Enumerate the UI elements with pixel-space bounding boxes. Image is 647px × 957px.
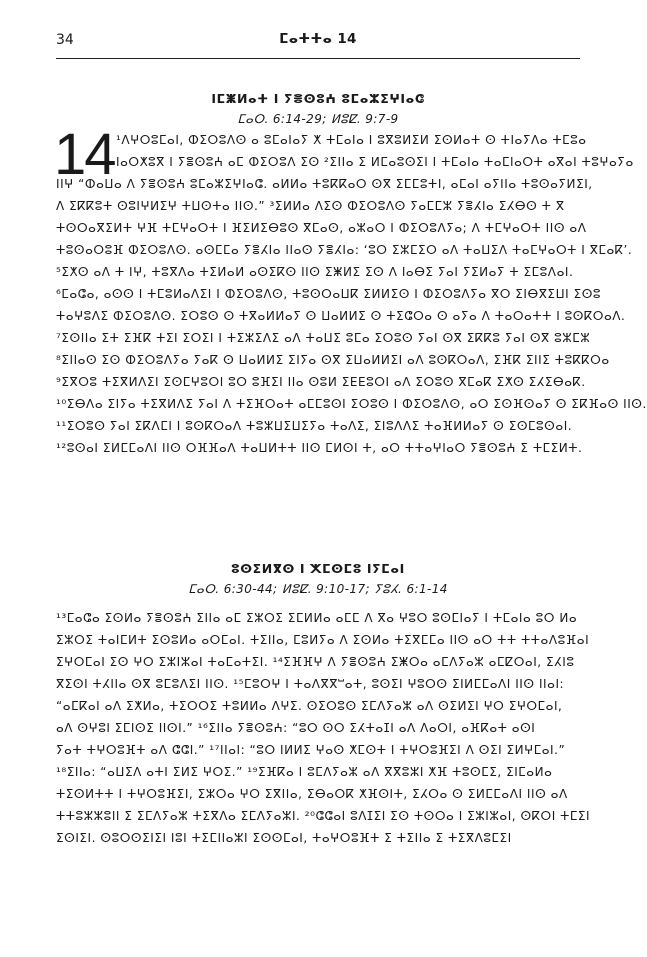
verse-line: ⵉⵣⵔⵉ ⵜⴰⵏⵎⵍⵜ ⵉⵙⵓⵍⴰ ⴰⵔⵎⴰⵏ. ⵜⵉⵏⵏⴰ, ⵎⵓⵍⵢⴰ ⴷ ⵉⵙⵍⴰ ⵜⵉⴳⵎⵎⴰ ⵏⵏⵙ ⴰⵔ ⵜⵜ ⵜⵜⴰⴷⵓⴼⴰⵏ xyxy=(56,633,590,647)
verse-line: ¹³ⵎⴰⵛⴰ ⵉⵙⵍⴰ ⵢⴻⵙⵓⵄ ⵉⵏⵏⴰ ⴰⵎ ⵉⵣⵔⵉ ⵉⵎⵍⵍⴰ ⴰⵎⵎ ⴷ ⴳⴰ ⵖⵓⵔ ⵓⵙⵎⵏⴰⵢ ⵏ ⵜⵎⴰⵏⴰ ⵓⵔ ⵍⴰ xyxy=(56,611,578,625)
verse-line: ⁵ⵉⵅⵙ ⴰⴷ ⵜ ⵏⵖ, ⵜⵓⴳⴷⴰ ⵜⵉⵍⴰⵍ ⴰⵙⵉⴽⵙ ⵏⵏⵙ ⵉⵥⵍⵉ ⵉⵙ ⴷ ⵏⴰⴱⵉ ⵢⴰⵏ ⵢⵉⵍⴰⵢ ⵜ ⵉⵎⵓⴷⴰⵏ. xyxy=(56,265,574,279)
section-heading: ⵏⵎⵥⵍⴰⵜ ⵏ ⵢⴻⵙⵓⵄ ⵓⵎⴰⵣⵉⵖⵏⴰⵛ xyxy=(211,91,425,106)
section-reference: ⵎⴰⵔ. 6:30-44; ⵍⵓⵇ. 9:10-17; ⵢⵓⵃ. 6:1-14 xyxy=(188,582,448,596)
verse-line: ⴳⵉⵙⵏ ⵜⵃⵏⵏⴰ ⵙⴳ ⵓⵎⵓⴷⵉⵏ ⵏⵏⵙ. ¹⁵ⵎⵓⵔⵖ ⵏ ⵜⴰⴷⴳⴳⵯⴰⵜ, ⵓⵙⵉⵏ ⵖⵓⵔⵙ ⵉⵏⵍⵎⵎⴰⴷⵏ ⵏⵏⵙ ⵏⵏⴰⵏ: xyxy=(56,677,565,691)
verse-line: ⵜⵜⵓⵣⵣⵓⵏⵏ ⵉ ⵉⵎⴷⵢⴰⵣ ⵜⵉⴳⴷⴰ ⵉⵎⴷⵢⴰⵣⵏ. ²⁰ⵛⵛⴰⵏ ⵓⴷⵊⵉⵏ ⵉⵙ ⵜⵙⵔⴰ ⵏ ⵉⵣⵏⵣⴰⵏ, ⵙⴽⵔⵏ ⵜⵎⵉⵏ xyxy=(56,809,591,823)
verse-line: ⵜⵙⵔⴰⴳⵉⵍⵜ ⵖⴼ ⵜⵎⵖⴰⵔⵜ ⵏ ⴼⵉⵍⵉⴱⵓⵙ ⴳⵎⴰⵙ, ⴰⵣⴰⵔ ⵏ ⵀⵉⵔⵓⴷⵢⴰ; ⴷ ⵜⵎⵖⴰⵔⵜ ⵏⵏⵙ ⴰⴷ xyxy=(56,221,587,235)
verse-line: ⵜⵓⵙⴰⵔⵓⴼ ⵀⵉⵔⵓⴷⵙ. ⴰⵙⵎⵎⴰ ⵢⴻⵃⵏⴰ ⵏⵏⴰⵙ ⵢⴻⵃⵏⴰ: ‘ⵓⵔ ⵉⵣⵎⵉⵔ ⴰⴷ ⵜⴰⵡⵉⴷ ⵜⴰⵎⵖⴰⵔⵜ ⵏ ⴳⵎⴰⴽ’. xyxy=(56,243,633,257)
verse-line: ⴰⴷ ⵙⵖⵓⵏ ⵉⵎⵏⵙⵉ ⵏⵏⵙⵏ.” ¹⁶ⵉⵏⵏⴰ ⵢⴻⵙⵓⵄ: “ⵓⵔ ⵙⵔ ⵉⵃⵜⴰⵊⵏ ⴰⴷ ⴷⴰⵔⵏ, ⴰⴼⴽⴰⵜ ⴰⵙⵏ xyxy=(56,721,536,735)
page-header xyxy=(56,30,580,59)
verse-line: ⵜⵉⵙⵍⵜⵜ ⵏ ⵜⵖⵔⵓⴼⵉⵏ, ⵉⵣⵔⴰ ⵖⵔ ⵉⴳⵏⵏⴰ, ⵉⴱⴰⵔⴽ ⵅⴼⵙⵏⵜ, ⵉⵃⵔⴰ ⵙ ⵉⵍⵎⵎⴰⴷⵏ ⵏⵏⵙ ⴰⴷ xyxy=(56,787,568,801)
verse-line: ⁹ⵉⴳⵔⵓ ⵜⵉⴳⵍⴷⵉⵏ ⵉⵙⵎⵖⵓⵔⵏ ⵓⵔ ⵓⴼⵉⵏ ⵏⵏⴰ ⵙⵓⵍ ⵉⴹⴹⵓⵔⵏ ⴰⴷ ⵉⵔⵓⵙ ⴳⵎⴰⴽ ⵉⵅⵙ ⵉⵃⵉⴱⴰⴽ. xyxy=(56,375,586,389)
running-head-title: ⵎⴰⵜⵜⴰ 14 xyxy=(279,31,357,47)
verse-line: ¹ⴷⵖⵔⵓⵎⴰⵏ, ⵀⵉⵔⵓⴷⵙ ⴰ ⵓⵎⴰⵏⴰⵢ ⵅ ⵜⵎⴰⵏⴰ ⵏ ⵓⴳⵓⵍⵉⵍ ⵉⵙⵍⴰⵜ ⵙ ⵜⵏⴰⵢⴷⴰ ⵜⵎⵓⴰ xyxy=(116,133,587,147)
verse-line: ¹²ⵓⵙⴰⵏ ⵉⵍⵎⵎⴰⴷⵏ ⵏⵏⵙ ⵔⴼⴼⴰⴷ ⵜⴰⵡⵍⵜⵜ ⵏⵏⵙ ⵎⵍⵙⵏ ⵜ, ⴰⵔ ⵜⵜⴰⵖⵏⴰⵔ ⵢⴻⵙⵓⵄ ⵉ ⵜⵎⵉⵍⵜ. xyxy=(56,441,583,455)
page-number: 34 xyxy=(56,32,74,48)
section-reference: ⵎⴰⵔ. 6:14-29; ⵍⵓⵇ. 9:7-9 xyxy=(237,112,399,126)
chapter-number: 14 xyxy=(54,122,115,187)
verse-line: ⵢⴰⵜ ⵜⵖⵔⵓⴼⵜ ⴰⴷ ⵛⵛⵏ.” ¹⁷ⵏⵏⴰⵏ: “ⵓⵔ ⵏⵍⵍⵉ ⵖⴰⵙ ⵅⵎⵙⵜ ⵏ ⵜⵖⵔⵓⴼⵉⵏ ⴷ ⵙⵉⵏ ⵉⵍⵖⵎⴰⵏ.” xyxy=(56,743,566,757)
verse-line: “ⴰⵎⴽⴰⵏ ⴰⴷ ⵉⵅⵍⴰ, ⵜⵉⵔⵔⵉ ⵜⵓⵍⵍⴰ ⴷⵖⵉ. ⵙⵉⵔⵓⵙ ⵉⵎⴷⵢⴰⵣ ⴰⴷ ⵙⵉⵍⵉⵏ ⵖⵔ ⵉⵖⵔⵎⴰⵏ, xyxy=(56,699,563,713)
section-heading: ⵓⵙⵉⵍⴳⵙ ⵏ ⵅⵎⵙⵎⵓ ⵏⵢⵎⴰⵏ xyxy=(231,561,405,576)
verse-line: ¹⁸ⵉⵏⵏⴰ: “ⴰⵡⵉⴷ ⴰⵜⵏ ⵉⵍⵉ ⵖⵔⵉ.” ¹⁹ⵉⴼⴽⴰ ⵏ ⵓⵎⴷⵢⴰⵣ ⴰⴷ ⴳⴳⵓⵣⵏ ⵅⴼ ⵜⵓⵙⵎⵉ, ⵉⵏⵎⴰⵍⴰ xyxy=(56,765,553,779)
verse-line: ⵉⵖⵔⵎⴰⵏ ⵉⵙ ⵖⵔ ⵉⵣⵏⵣⴰⵏ ⵜⴰⵎⴰⵜⵉⵏ. ¹⁴ⵉⴼⴼⵖ ⴷ ⵢⴻⵙⵓⵄ ⵉⵥⵔⴰ ⴰⵎⴷⵢⴰⵣ ⴰⵎⵇⵔⴰⵏ, ⵉⵃⵏⵓ xyxy=(56,655,575,669)
verse-line: ⁶ⵎⴰⵛⴰ, ⴰⵙⵙ ⵏ ⵜⵎⵓⵍⴰⴷⵉⵏ ⵏ ⵀⵉⵔⵓⴷⵙ, ⵜⵓⵙⵔⴰⵡⴽ ⵉⵍⵍⵉⵙ ⵏ ⵀⵉⵔⵓⴷⵢⴰ ⴳⵔ ⵉⵏⴱⴳⵉⵡⵏ ⵉⵙⵓ xyxy=(56,287,602,301)
verse-line: ⵏⵏⵖ “ⵀⴰⵡⴰ ⴷ ⵢⴻⵙⵓⵄ ⵓⵎⴰⵣⵉⵖⵏⴰⵛ. ⴰⵍⵍⴰ ⵜⵓⴽⴽⴰⵔ ⵙⴳ ⵉⵎⵎⵓⵜⵏ, ⴰⵎⴰⵏ ⴰⵢⵏⵏⴰ ⵜⵓⵙⴰⵢⵍⵉⵏ, xyxy=(56,177,593,191)
verse-line: ⁷ⵉⵙⵏⵏⴰ ⵉⵜ ⵉⴼⴽ ⵜⵉⵏ ⵉⵔⵉⵏ ⵏ ⵜⵉⵣⵉⴷⵉ ⴰⴷ ⵜⴰⵡⵉ ⵓⵎⴰ ⵉⵔⵓⵙ ⵢⴰⵏ ⵙⴳ ⵉⴽⴽⵓ ⵢⴰⵏ ⵙⴳ ⵓⵣⵎⵣ xyxy=(56,331,591,345)
verse-line: ⁸ⵉⵏⵏⴰⵙ ⵉⵙ ⵀⵉⵔⵓⴷⵢⴰ ⵢⴰⴽ ⵙ ⵡⴰⵍⵍⵉ ⵉⵏⵢⴰ ⵙⴳ ⵉⵡⴰⵍⵍⵉⵏ ⴰⴷ ⵓⵙⴽⵔⴰⴷ, ⵉⴼⴽ ⵉⵏⵏⵉ ⵜⵓⴽⴽⵔⴰ xyxy=(56,353,610,367)
verse-line: ⵜⴰⵖⵓⴷⵉ ⵀⵉⵔⵓⴷⵙ. ⵉⵔⵓⵙ ⵙ ⵜⴳⴰⵍⵍⴰⵢ ⵙ ⵡⴰⵍⵍⵉ ⵙ ⵜⵉⵛⵔⴰ ⵙ ⴰⵢⴰ ⴷ ⵜⴰⵔⴰⵜⵜ ⵏ ⵓⵙⴽⵔⴰⴷ. xyxy=(56,309,626,323)
verse-line: ⵏⴰⵔⵅⵓⴳ ⵏ ⵢⴻⵙⵓⵄ ⴰⵎ ⵀⵉⵔⵓⴷ ⵉⵙ ²ⵉⵏⵏⴰ ⵉ ⵍⵎⴰⵓⵙⵉⵏ ⵏ ⵜⵎⴰⵏⴰ ⵜⴰⵎⵏⴰⵔⵜ ⴰⴳⴰⵏ ⵜⵓⵖⴰⵢⴰ xyxy=(116,155,634,169)
verse-line: ⵉⵙⵏⵉⵏ. ⵙⵓⵔⵙⵉⵏⵉⵏ ⵏⵓⵏ ⵜⵉⵎⵏⵏⴰⵣⵏ ⵉⵙⵙⵎⴰⵏ, ⵜⴰⵖⵔⵓⴼⵜ ⵉ ⵜⵉⵏⵏⴰ ⵉ ⵜⵉⴳⴷⵓⵎⵉⵏ xyxy=(56,831,512,845)
verse-line: ⴷ ⵉⴽⴽⵓⵜ ⵙⵓⵏⵖⵍⵉⵖ ⵜⵡⵙⵜⴰ ⵏⵏⵙ.” ³ⵉⵍⵍⴰ ⴷⵉⵙ ⵀⵉⵔⵓⴷⵙ ⵢⴰⵎⵎⵣ ⵢⴻⵃⵏⴰ ⵉⵃⴱⵙ ⵜ ⴳ xyxy=(56,199,565,213)
verse-line: ¹⁰ⵉⴱⴷⴰ ⵉⵏⵢⴰ ⵜⵉⴳⵍⴷⵉ ⵢⴰⵏ ⴷ ⵜⵉⴼⵔⴰⵜ ⴰⵎⵎⵓⵙⵏ ⵉⵔⵓⵙ ⵏ ⵀⵉⵔⵓⴷⵙ, ⴰⵔ ⵉⵙⴼⵙⴰⵢ ⵙ ⵉⴽⴼⴰⵙ ⵏⵏⵙ. xyxy=(56,397,647,411)
verse-line: ¹¹ⵉⵔⵓⵙ ⵢⴰⵏ ⵉⴽⴷⵎⵏ ⵏ ⵓⵙⴽⵔⴰⴷ ⵜⵓⵣⵡⵉⵡⵉⵢⴰ ⵜⴰⴷⵉ, ⵉⵏⵓⴷⴷⵉ ⵜⴰⴼⵍⵍⴰⵢ ⵙ ⵉⵙⵎⵓⵙⴰⵏ. xyxy=(56,419,573,433)
